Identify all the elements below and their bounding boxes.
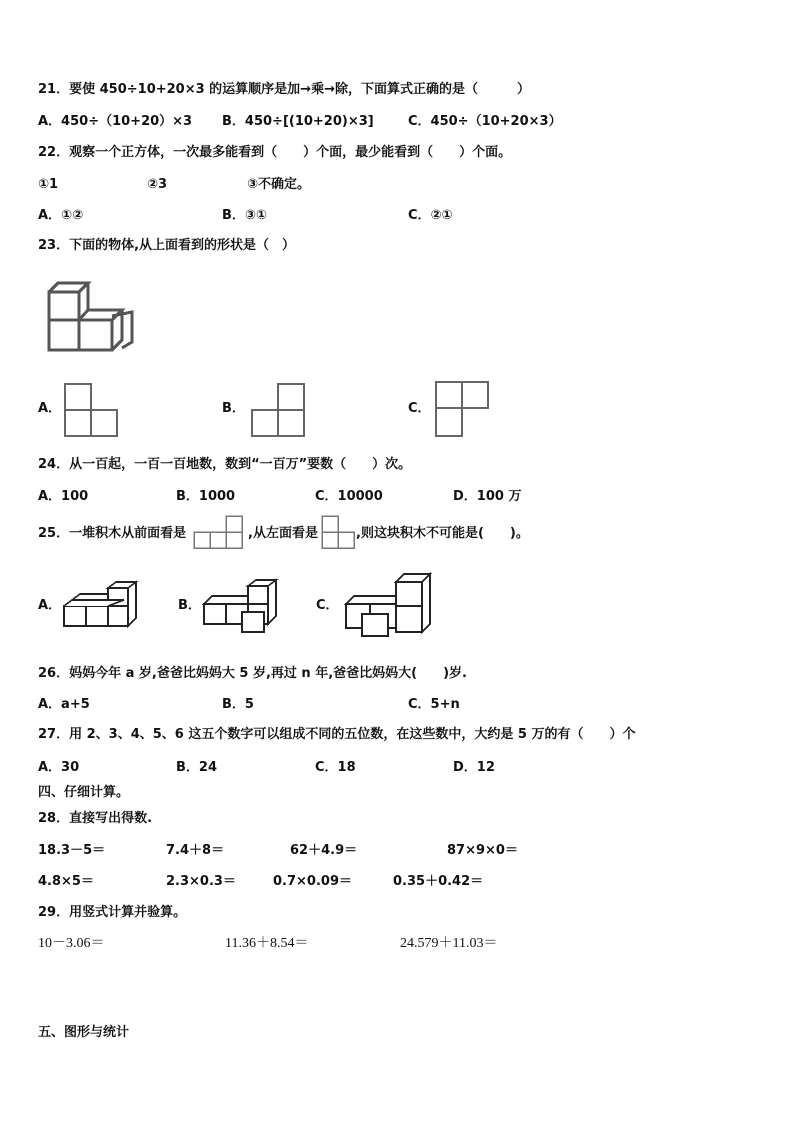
q28-item-5: 4.8×5＝ [38, 874, 94, 889]
q27-option-b: B．24 [176, 760, 217, 775]
q23-option-c-shape [434, 380, 490, 438]
q28-item-3: 62＋4.9＝ [290, 843, 358, 858]
q23-stem: 23．下面的物体,从上面看到的形状是（ ） [38, 238, 296, 253]
q26-option-b: B．5 [222, 697, 254, 712]
q26-stem: 26．妈妈今年 a 岁,爸爸比妈妈大 5 岁,再过 n 年,爸爸比妈妈大( )岁. [38, 666, 467, 681]
q27-option-d: D．12 [453, 760, 495, 775]
q29-item-1: 10－3.06＝ [38, 936, 105, 951]
q29-item-2: 11.36＋8.54＝ [225, 936, 309, 951]
q23-option-b-label: B． [222, 401, 245, 416]
q24-option-a: A．100 [38, 489, 89, 504]
q28-stem: 28．直接写出得数. [38, 811, 153, 826]
q24-option-b: B．1000 [176, 489, 236, 504]
q28-item-2: 7.4＋8＝ [166, 843, 225, 858]
q23-option-b-shape [250, 382, 306, 438]
q22-option-c: C．②① [408, 208, 453, 223]
section-4-heading: 四、仔细计算。 [38, 785, 130, 800]
q23-object-figure [46, 280, 136, 354]
q27-option-a: A．30 [38, 760, 80, 775]
q26-option-a: A．a+5 [38, 697, 90, 712]
q22-stem: 22．观察一个正方体，一次最多能看到（ ）个面，最少能看到（ ）个面。 [38, 145, 512, 160]
q25-option-b-blocks [202, 576, 282, 634]
q26-option-c: C．5+n [408, 697, 460, 712]
q21-stem: 21．要使 450÷10+20×3 的运算顺序是加→乘→除，下面算式正确的是（ ） [38, 82, 530, 97]
q28-item-6: 2.3×0.3＝ [166, 874, 236, 889]
q21-option-a: A．450÷（10+20）×3 [38, 114, 193, 129]
q29-item-3: 24.579＋11.03＝ [400, 936, 498, 951]
q25-left-view-figure [320, 514, 356, 550]
q22-choice-3: ③不确定。 [247, 177, 311, 192]
q25-stem-part3: ,则这块积木不可能是( )。 [356, 526, 529, 541]
q25-option-a-blocks [62, 578, 142, 634]
q23-option-c-label: C． [408, 401, 431, 416]
q25-stem-part1: 25．一堆积木从前面看是 [38, 526, 187, 541]
q25-option-a-label: A． [38, 598, 62, 613]
q27-option-c: C．18 [315, 760, 356, 775]
q22-choice-2: ②3 [147, 177, 168, 192]
q23-option-a-shape [63, 382, 119, 438]
q29-stem: 29．用竖式计算并验算。 [38, 905, 187, 920]
q28-item-1: 18.3－5＝ [38, 843, 106, 858]
q28-item-4: 87×9×0＝ [447, 843, 518, 858]
q25-option-b-label: B． [178, 598, 201, 613]
q21-option-c: C．450÷（10+20×3） [408, 114, 562, 129]
q25-stem-part2: ,从左面看是 [248, 526, 318, 541]
section-5-heading: 五、图形与统计 [38, 1025, 130, 1040]
q23-option-a-label: A． [38, 401, 62, 416]
q24-option-c: C．10000 [315, 489, 383, 504]
q25-option-c-label: C． [316, 598, 339, 613]
q22-option-b: B．③① [222, 208, 267, 223]
q24-stem: 24．从一百起，一百一百地数，数到“一百万”要数（ ）次。 [38, 457, 412, 472]
q27-stem: 27．用 2、3、4、5、6 这五个数字可以组成不同的五位数，在这些数中，大约是 5 万的有（ ）个 [38, 727, 636, 742]
q22-option-a: A．①② [38, 208, 84, 223]
q28-item-7: 0.7×0.09＝ [273, 874, 352, 889]
q25-option-c-blocks [344, 572, 436, 638]
q22-choice-1: ①1 [38, 177, 59, 192]
q24-option-d: D．100 万 [453, 489, 522, 504]
q21-option-b: B．450÷[(10+20)×3] [222, 114, 374, 129]
q28-item-8: 0.35＋0.42＝ [393, 874, 484, 889]
q25-front-view-figure [192, 514, 246, 550]
